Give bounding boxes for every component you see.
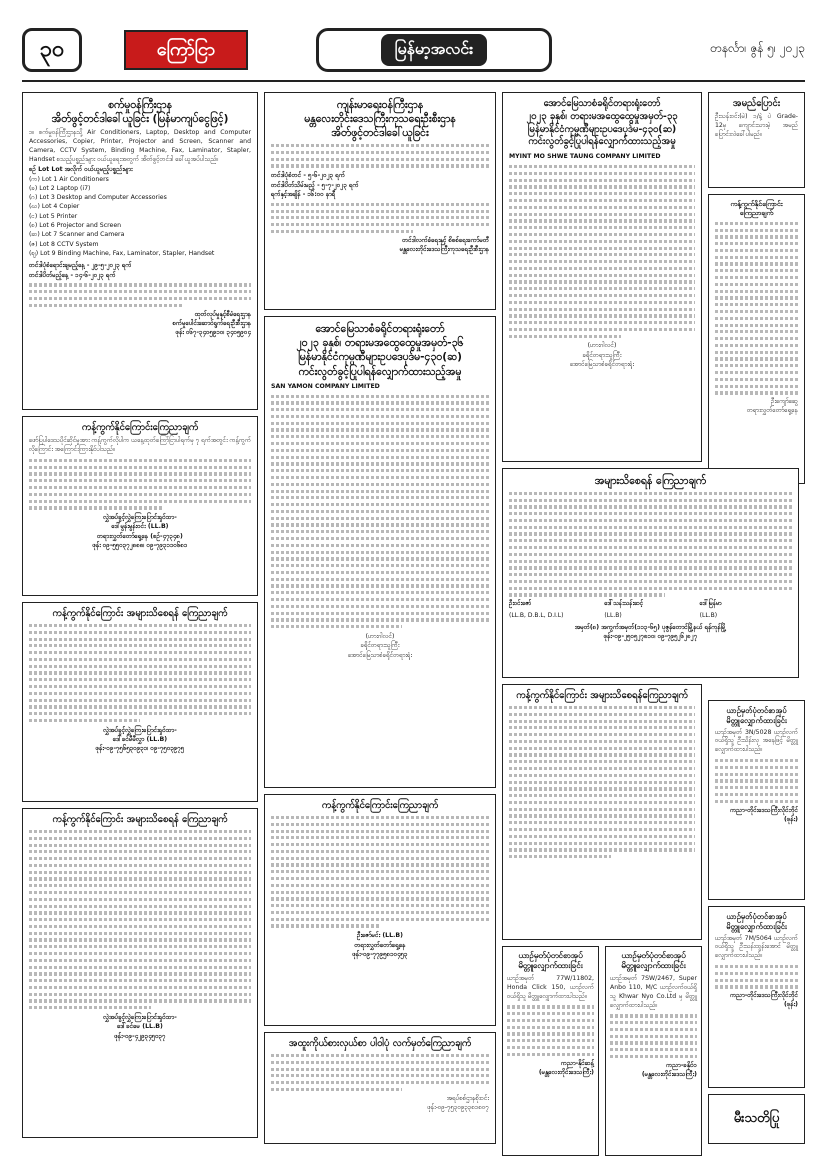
ad-title: အထူးကိုယ်စားလှယ်စာ ပါဝါပုံ လက်မှတ်ကြေညာချက် [288, 1038, 472, 1049]
vehicle-registration-notice [708, 700, 805, 900]
column-1 [22, 92, 258, 1152]
lot-item: (ဂ) Lot 3 Desktop and Computer Accessories [29, 194, 167, 202]
lawyer-degree: (LL.B) [699, 611, 718, 619]
applicant-name: MYINT MO SHWE TAUNG COMPANY LIMITED [509, 153, 661, 161]
lot-item: (ဃ) Lot 4 Copier [29, 203, 80, 211]
ad-title: စက်မှုဝန်ကြီးဌာန အိတ်ဖွင့်တင်ဒါခေါ်ယူခြင်း (မြန်မာကျပ်ငွေဖြင့်) [51, 99, 229, 126]
lot-header: စဉ် Lot Lot အလိုက် ဝယ်ယူမည့်ပစ္စည်းများ [29, 166, 133, 174]
tender-notice-health [264, 92, 496, 310]
ad-body: ယာဉ်အမှတ် 77W/11802, Honda Click 150, ယာဉ်လက်ဝယ်ရှိသူ မိတ္တူလျှောက်ထားပါသည်။ [507, 974, 594, 1000]
ad-contact: ထုတ်လုပ်မှုနှင့်စီမံရေးဌာန စက်မှုပေါင်းဆောင်ရွက်ရေးဦးစီးဌာန ဖုန်း ၀၆၇-၃၄၀၅၉၁၀၊ ၃၄၀၅၉၀၄ [172, 310, 251, 336]
lawyer-degree: (LL.B) [604, 611, 622, 619]
ad-title: ယာဉ်မှတ်ပုံတင်စာအုပ် မိတ္တူလျှောက်ထားခြင်း [726, 912, 787, 931]
lot-list [29, 165, 251, 258]
fire-safety-notice [708, 1094, 805, 1144]
newspaper-brand [316, 28, 552, 72]
vehicle-registration-notice [502, 946, 599, 1156]
objection-notice-2 [264, 794, 496, 1026]
ad-title: ယာဉ်မှတ်ပုံတင်စာအုပ် မိတ္တူလျှောက်ထားခြင်း [726, 706, 787, 725]
page-number: ၃၀ [22, 28, 82, 72]
ad-title: ယာဉ်မှတ်ပုံတင်စာအုပ် မိတ္တူလျှောက်ထားခြင်း [621, 951, 686, 971]
lot-item: (စ) Lot 6 Projector and Screen [29, 222, 122, 230]
ad-body: ဖော်ပြပါဒေသပိုင်ဆိုင်မှုအား ကန့်ကွက်လိုပါက ယနေ့ထုတ်ကြော်ငြာပါရက်မှ ၇ ရက်အတွင်း ကန့်ကွက်လိုကြောင်း အကြောင်းကြားနိုင်ပါသည်။ [29, 437, 251, 454]
vehicle-notice-pair [502, 946, 702, 1156]
ad-title: ကန့်ကွက်နိုင်ကြောင်း အများသိစေရန်ကြေညာချက် [516, 690, 688, 701]
ad-title: အများသိစေရန် ကြေညာချက် [594, 475, 707, 487]
ad-title: ကန့်ကွက်နိုင်ကြောင်း အများသိစေရန် ကြေညာချက် [52, 814, 228, 825]
ad-body: ယာဉ်အမှတ် 7M/5064 ယာဉ်လက်ဝယ်ရှိသူ ဦးသန်းထွန်းအောင် မိတ္တူလျှောက်ထားပါသည်။ [715, 934, 798, 960]
ad-signature: လွှဲအပ်ခွင့်လွှဲကြေးပြောင်းရှင်ထာ- ဒေါ်မွန်းမွန်းဝင်း (LL.B) တရားလွှတ်တော်ရှေ့နေ (စဉ်-၄၇၃၄၈) ဖုန်း ၀၉-၅၅၀၃၇၂၈၈၈၊ ၀၉-၇၉၃၁၁၀၆၈၁ [92, 514, 188, 550]
ad-title: အမည်ပြောင်း [732, 98, 781, 109]
ad-title: အောင်မြေသာစံခရိုင်တရားရုံးတော် ၂၀၂၃ ခုနှစ်၊ တရားမအထွေထွေမှုအမှတ်-၃၃ မြန်မာနိုင်ငံကုမ္ပဏီများဥပဒေပုဒ်မ-၄၃၀(ဆ) ကင်းလွတ်ခွင့်ပြုပါရန်လျှောက်ထားသည့်အမှု [526, 98, 678, 148]
ad-signature: ဦးကျော်ဆွေ တရားလွှတ်တော်ရှေ့နေ [746, 398, 798, 415]
column-3 [502, 92, 727, 1152]
ad-signature: လွှဲအပ်ခွင့်လွှဲကြေးပြောင်းရှင်ထာ- ဒေါ်ခင်မေ (LL.B) ဖုန်း-၀၉-၄၂၉၃၄၅၀၃၇ [103, 1014, 177, 1040]
court-notice-san-yamon [264, 316, 496, 788]
applicant-name: SAN YAMON COMPANY LIMITED [271, 382, 380, 390]
vehicle-registration-notice [605, 946, 702, 1156]
fire-safety-text: မီးသတိပြု [733, 1110, 780, 1126]
lawyer-name: ဒေါ်သန်းသန်းဆင့် [604, 600, 644, 608]
objection-notice-3 [502, 684, 702, 940]
lawyer-degree: (LL.B, D.B.L, D.I.L) [509, 611, 564, 619]
name-change-notice [708, 92, 805, 188]
ad-title: ကန့်ကွက်နိုင်ကြောင်း အများသိစေရန် ကြေညာချက် [52, 608, 228, 619]
issue-date: တနင်္လာ၊ ဇွန် ၅၊ ၂၀၂၃ [710, 41, 805, 55]
ad-signature: ကညာ-နိုင်ဆန့် (မန္တလေးတိုင်းဒေသကြီး) [538, 1059, 594, 1076]
ad-signature: ကညာ-ခနိုင်ဝ (မန္တလေးတိုင်းဒေသကြီး) [641, 1061, 697, 1078]
public-notice-2 [22, 808, 258, 1138]
ad-signature: အရပ်စစ်ဌာနစိုးဝင်း ဖုန်း-၀၉-၇၅၃၀၉၃၃၈၁၈၀၇ [427, 1094, 489, 1111]
ad-title: ကျန်းမာရေးဝန်ကြီးဌာန မန္တလေးတိုင်းဒေသကြီးကုသရေးဦးစီးဌာန အိတ်ဖွင့်တင်ဒါခေါ်ယူခြင်း [304, 99, 456, 140]
lot-item: (ဈ) Lot 9 Binding Machine, Fax, Laminator, Stapler, Handset [29, 249, 215, 257]
ad-columns [22, 92, 805, 1152]
ad-signature: ဦးဇော်မင်း (LL.B) တရားလွှတ်တော်ရှေ့နေ ဖုန်း-၀၉-၇၇၉၅၈၁၀၄၅၃ [352, 932, 408, 958]
lot-item: (ဇ) Lot 8 CCTV System [29, 240, 99, 248]
ad-title: ယာဉ်မှတ်ပုံတင်စာအုပ် မိတ္တူလျှောက်ထားခြင်း [518, 951, 583, 971]
ad-title: ကန့်ကွက်နိုင်ကြောင်းကြေညာချက် [81, 422, 199, 433]
lawyer-name: ဦးဝင်းဇော် [509, 600, 532, 608]
lot-item: (ခ) Lot 2 Laptop (i7) [29, 184, 91, 192]
lawyer-table [509, 600, 792, 620]
brand-name: မြန်မာ့အလင်း [381, 34, 487, 66]
column-2 [264, 92, 496, 1152]
objection-notice-4 [708, 194, 805, 484]
tender-dates: တင်ဒါပုံစံတင် - ၅-၆-၂၀၂၃ ရက် တင်ဒါပိတ်သိမ်းမည့် - ၅-၇-၂၀၂၃ ရက် ရက်နှင့်အချိန် - ၁၆:၀၀ နာရီ [271, 172, 359, 198]
power-of-attorney-notice [264, 1032, 496, 1144]
tender-notice-industry [22, 92, 258, 410]
ad-signature: ကညာ-တိုင်းဒေသကြီးလိုင်ဘိုင် (ဖုန်း) [730, 992, 798, 1009]
ad-signature: (ဟားဂါလင်) ခရိုင်တရားသူကြီး အောင်မြေသာစံခရိုင်တရားရုံး [347, 632, 413, 659]
court-notice-myint-mo [502, 92, 702, 462]
ad-body: ယာဉ်အမှတ် 3N/5028 ယာဉ်လက်ဝယ်ရှိသူ ဦးသိန်းလှ အနေဖြင့် မိတ္တူလျှောက်ထားပါသည်။ [715, 728, 798, 754]
lot-item: (ဆ) Lot 7 Scanner and Camera [29, 231, 125, 239]
ad-body: ယာဉ်အမှတ် 7SW/2467, Super Anbo 110, M/C ယာဉ်လက်ဝယ်ရှိသူ Khwar Nyo Co.Ltd မှ မိတ္တူလျှောက်ထားပါသည်။ [610, 974, 697, 1009]
public-notice-lawyers [502, 468, 799, 678]
section-tag: ကြော်ငြာ [124, 30, 248, 70]
ad-title: အောင်မြေသာစံခရိုင်တရားရုံးတော် ၂၀၂၃ ခုနှစ်၊ တရားမအထွေထွေမှုအမှတ်-၃၆ မြန်မာနိုင်ငံကုမ္ပဏီများဥပဒေပုဒ်မ-၄၃၀(ဆ) ကင်းလွတ်ခွင့်ပြုပါရန်လျှောက်ထားသည့်အမှု [296, 323, 464, 378]
ad-body: ဦးသန်းဝင်း(မဲ) ၁/နဲ့ ပဲ Grade-12မှ ကျောင်းသားမဲ့ အမည်ပြောင်းလဲခေါ်ပါမည်။ [715, 113, 798, 139]
ad-signature: (ဟားဂါလင်) ခရိုင်တရားသူကြီး အောင်မြေသာစံခရိုင်တရားရုံး [569, 342, 635, 369]
ad-footer: အမှတ်(၈) အကွက်အမှတ်(၁၁၃-၆၅) ပုဇွန်တောင်မြို့နယ် ရန်ကုန်မြို့ ဖုန်း-၀၉-၂၅၀၅၂၇၈၁၀၊ ၀၉-၇၉၅၂၆၂၈၂၇ [574, 624, 727, 641]
lot-item: (င) Lot 5 Printer [29, 212, 78, 220]
public-notice [22, 602, 258, 802]
page-header [22, 22, 805, 82]
ad-signature: တင်ဒါလက်ခံရေးနှင့် စိစစ်ရေးကော်မတီ မန္တလေးတိုင်းဒေသကြီးကုသရေးဦးစီးဌာန [399, 236, 489, 253]
vehicle-registration-notice [708, 906, 805, 1088]
ad-intro: ၁။ စက်မှုဝန်ကြီးဌာနသို့ Air Conditioners, Laptop, Desktop and Computer Accessories, Copier, Printer, Projector and Screen, Scanner and Camera, CCTV System, Binding Machine, Fax, Laminator, Stapler, Handset စသည့်ပစ္စည်းများ ဝယ်ယူရေးအတွက် အိတ်ဖွင့်တင်ဒါ ခေါ်ယူအပ်ပါသည်။ [29, 129, 251, 164]
ad-title: ကန့်ကွက်နိုင်ကြောင်းကြေညာချက် [321, 800, 439, 811]
ad-signature: ကညာ-တိုင်းဒေသကြီးလိုင်ဘိုင် (ဖုန်း) [730, 806, 798, 823]
ad-signature: လွှဲအပ်ခွင့်လွှဲကြေးပြောင်းရှင်ထာ- ဒေါ်ခင်မီမီလွှာ (LL.B) ဖုန်း-၀၉-၇၅၆၅၃၀၉၃၁၊ ၀၉-၇၅၀၃၉၇၅ [95, 726, 185, 753]
objection-notice [22, 416, 258, 596]
lot-item: (က) Lot 1 Air Conditioners [29, 175, 109, 183]
tender-dates: တင်ဒါပုံစံရောင်းချမည့်နေ့ - ၂၉-၅-၂၀၂၃ ရက် တင်ဒါပိတ်မည့်နေ့ - ၁၄-၆-၂၀၂၃ ရက် [29, 262, 132, 279]
lawyer-name: ဒေါ်မြန်မာ [699, 600, 722, 608]
ad-title: ကန့်ကွက်နိုင်ကြောင်းကြေညာချက် [730, 200, 783, 218]
